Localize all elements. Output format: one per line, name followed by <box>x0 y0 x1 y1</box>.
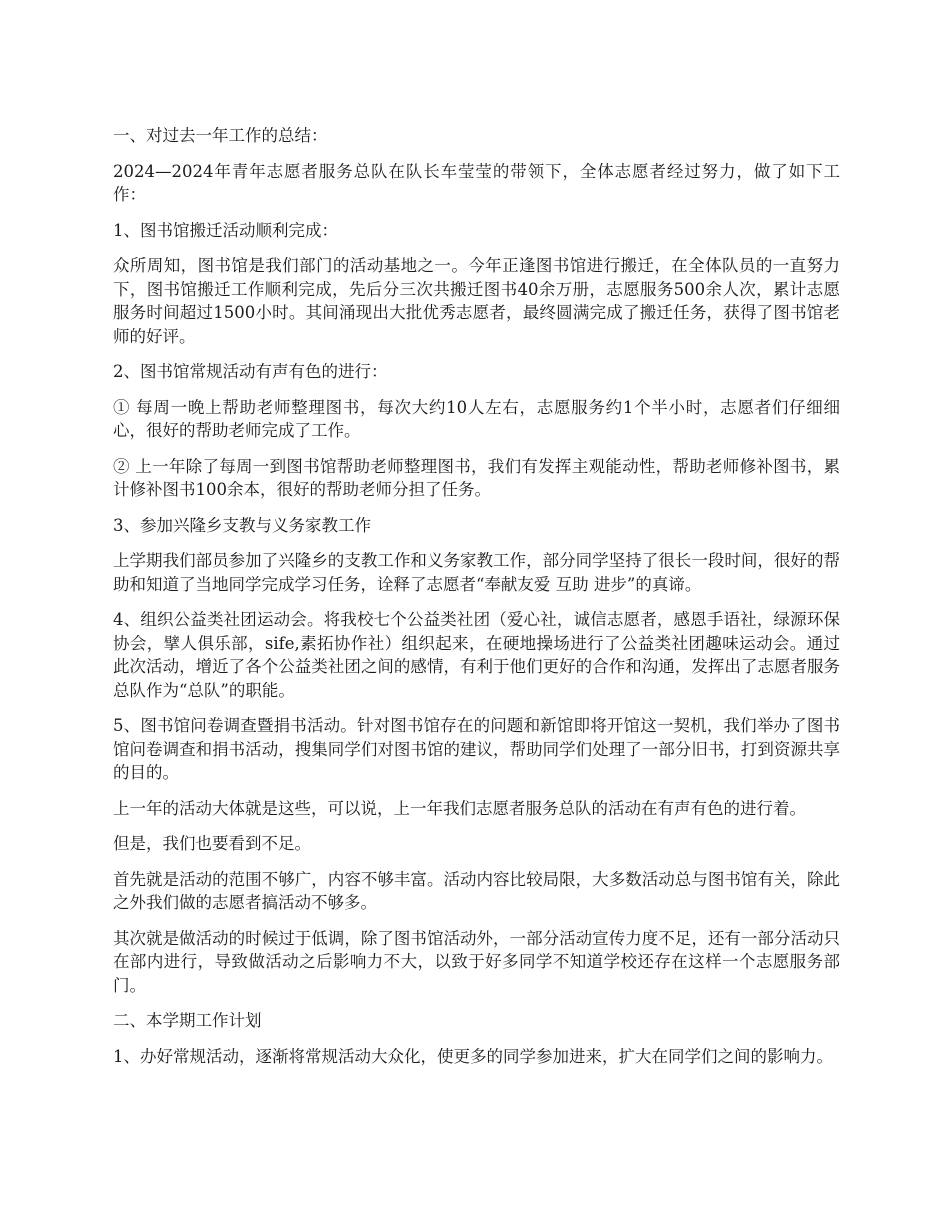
paragraph-library-move: 众所周知，图书馆是我们部门的活动基地之一。今年正逢图书馆进行搬迁，在全体队员的一直努力下，图书馆搬迁工作顺利完成，先后分三次共搬迁图书40余万册，志愿服务500余人次，累计志愿服务时间超过1500小时。其间涌现出大批优秀志愿者，最终圆满完成了搬迁任务，获得了图书馆老师的好评。 <box>113 256 840 346</box>
paragraph-survey-donation: 5、图书馆问卷调查暨捐书活动。针对图书馆存在的问题和新馆即将开馆这一契机，我们举办了图书馆问卷调查和捐书活动，搜集同学们对图书馆的建议，帮助同学们处理了一部分旧书，打到资源共享的目的。 <box>113 716 840 782</box>
paragraph-routine-2: ② 上一年除了每周一到图书馆帮助老师整理图书，我们有发挥主观能动性，帮助老师修补图书，累计修补图书100余本，很好的帮助老师分担了任务。 <box>113 456 840 499</box>
item-heading-teaching: 3、参加兴隆乡支教与义务家教工作 <box>113 515 371 535</box>
paragraph-teaching: 上学期我们部员参加了兴隆乡的支教工作和义务家教工作，部分同学坚持了很长一段时间，很好的帮助和知道了当地同学完成学习任务，诠释了志愿者“奉献友爱 互助 进步”的真谛。 <box>113 551 840 594</box>
paragraph-plan-1: 1、办好常规活动，逐渐将常规活动大众化，使更多的同学参加进来，扩大在同学们之间的影响力。 <box>113 1046 833 1066</box>
paragraph-sports-meet: 4、组织公益类社团运动会。将我校七个公益类社团（爱心社，诚信志愿者，感恩手语社，绿源环保协会，擘人俱乐部，sife,素拓协作社）组织起来，在硬地操场进行了公益类社团趣味运动会。通过此次活动，增近了各个公益类社团之间的感情，有利于他们更好的合作和沟通，发挥出了志愿者服务总队作为“总队”的职能。 <box>113 610 840 700</box>
section-heading-summary: 一、对过去一年工作的总结： <box>113 126 328 145</box>
item-heading-library-move: 1、图书馆搬迁活动顺利完成： <box>113 220 338 240</box>
paragraph-summary-activities: 上一年的活动大体就是这些，可以说，上一年我们志愿者服务总队的活动在有声有色的进行着。 <box>113 798 806 818</box>
section-heading-plan: 二、本学期工作计划 <box>113 1011 262 1030</box>
paragraph-shortcomings: 但是，我们也要看到不足。 <box>113 834 311 853</box>
document-body <box>113 124 840 1080</box>
paragraph-routine-1: ① 每周一晚上帮助老师整理图书，每次大约10人左右，志愿服务约1个半小时，志愿者们仔细细心，很好的帮助老师完成了工作。 <box>113 397 840 440</box>
paragraph-intro: 2024—2024年青年志愿者服务总队在队长车莹莹的带领下，全体志愿者经过努力，做了如下工作： <box>113 161 840 204</box>
paragraph-shortcoming-1: 首先就是活动的范围不够广，内容不够丰富。活动内容比较局限，大多数活动总与图书馆有关，除此之外我们做的志愿者搞活动不够多。 <box>113 869 840 912</box>
paragraph-shortcoming-2: 其次就是做活动的时候过于低调，除了图书馆活动外，一部分活动宣传力度不足，还有一部分活动只在部内进行，导致做活动之后影响力不大，以致于好多同学不知道学校还存在这样一个志愿服务部门。 <box>113 928 840 995</box>
item-heading-library-routine: 2、图书馆常规活动有声有色的进行： <box>113 362 388 381</box>
